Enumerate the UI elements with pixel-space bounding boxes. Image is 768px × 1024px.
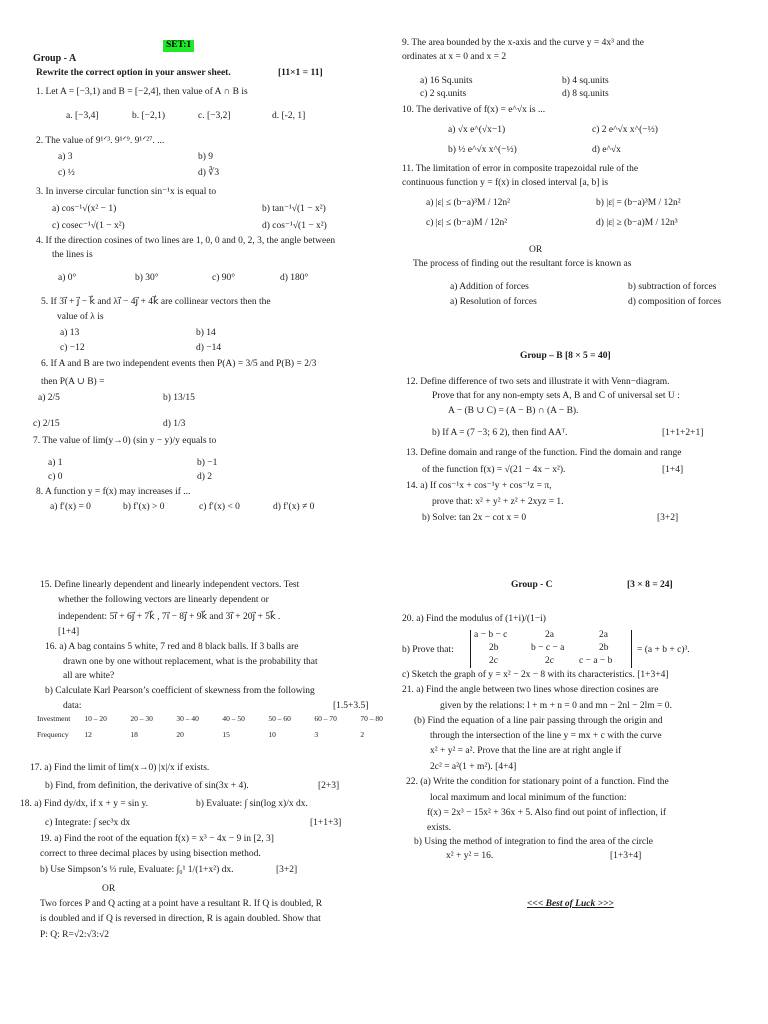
q5-text-line2: value of λ is [57, 312, 104, 322]
q22-line6: x² + y² = 16. [446, 851, 494, 861]
q19-alt-line3: P: Q: R=√2:√3:√2 [40, 930, 110, 940]
q2-option-d: d) ∛3 [198, 168, 220, 178]
q11-alt-option-a: a) Addition of forces [450, 282, 529, 292]
q4-option-b: b) 30° [135, 273, 159, 283]
table-cell: 12 [84, 730, 92, 740]
q15-marks: [1+4] [58, 627, 80, 637]
q3-option-a: a) cos⁻¹√(x² − 1) [52, 204, 117, 214]
q1-option-d: d. [-2, 1] [272, 111, 306, 121]
group-c-marks: [3 × 8 = 24] [627, 580, 673, 590]
q11-option-b: b) |ε| = (b−a)³M / 12n² [596, 198, 681, 208]
q7-option-c: c) 0 [48, 472, 63, 482]
q6-option-b: b) 13/15 [163, 393, 195, 403]
q21-line6: 2c² = a²(1 + m²). [4+4] [430, 762, 517, 772]
q11-text-line1: 11. The limitation of error in composite trapezoidal rule of the [402, 164, 639, 174]
q3-option-b: b) tan⁻¹√(1 − x²) [262, 204, 326, 214]
closing-text: <<< Best of Luck >>> [527, 899, 614, 909]
det-cell: 2a [545, 630, 554, 640]
q7-option-d: d) 2 [197, 472, 213, 482]
q1-option-a: a. [−3,4] [66, 111, 99, 121]
q15-line1: 15. Define linearly dependent and linearly independent vectors. Test [40, 580, 300, 590]
q2-option-a: a) 3 [58, 152, 73, 162]
q17-marks: [2+3] [318, 781, 340, 791]
table-cell: 2 [360, 730, 365, 740]
determinant-matrix [470, 630, 632, 668]
q21-line1: 21. a) Find the angle between two lines whose direction cosines are [402, 685, 659, 695]
q9-option-b: b) 4 sq.units [562, 76, 609, 86]
q17-line2: b) Find, from definition, the derivative of sin(3x + 4). [45, 781, 249, 791]
q10-option-d: d) e^√x [592, 145, 621, 155]
q5-option-d: d) −14 [196, 343, 222, 353]
q14-line1: 14. a) If cos⁻¹x + cos⁻¹y + cos⁻¹z = π, [406, 481, 552, 491]
table-cell: 30 – 40 [176, 714, 199, 723]
q21-line5: x² + y² = a². Prove that the line are at right angle if [430, 746, 622, 756]
q20-line2-result: = (a + b + c)³. [637, 645, 690, 655]
q18-line3: c) Integrate: ∫ sec³x dx [45, 818, 131, 828]
q9-option-c: c) 2 sq.units [420, 89, 467, 99]
table-cell: 15 [222, 730, 230, 740]
q4-text-line1: 4. If the direction cosines of two lines are 1, 0, 0 and 0, 2, 3, the angle between [36, 236, 336, 246]
det-cell: 2b [489, 643, 499, 653]
q8-text: 8. A function y = f(x) may increases if ... [36, 487, 191, 497]
q6-text-line2: then P(A ∪ B) = [41, 377, 105, 387]
table-cell: 3 [314, 730, 319, 740]
q22-line2: local maximum and local minimum of the function: [430, 793, 627, 803]
q10-option-c: c) 2 e^√x x^(−½) [592, 125, 658, 135]
q6-text-line1: 6. If A and B are two independent events then P(A) = 3/5 and P(B) = 2/3 [41, 359, 317, 369]
table-cell: 40 – 50 [222, 714, 245, 723]
q5-text-line1: 5. If 3i⃗ + j⃗ − k⃗ and λi⃗ − 4j⃗ + 4k⃗ are collinear vectors then the [41, 297, 271, 307]
q6-option-a: a) 2/5 [38, 393, 60, 403]
table-row [37, 725, 406, 741]
q13-line2: of the function f(x) = √(21 − 4x − x²). [422, 465, 566, 475]
q5-option-b: b) 14 [196, 328, 216, 338]
q21-line3: (b) Find the equation of a line pair passing through the origin and [414, 716, 663, 726]
q16-line5: data: [63, 701, 82, 711]
q19-or-label: OR [102, 884, 116, 894]
q3-option-c: c) cosec⁻¹√(1 − x²) [52, 221, 125, 231]
table-cell: 18 [130, 730, 138, 740]
q17-line1: 17. a) Find the limit of lim(x→0) |x|/x if exists. [30, 763, 210, 773]
q9-text-line1: 9. The area bounded by the x-axis and the curve y = 4x³ and the [402, 38, 645, 48]
q11-alt-option-d: d) composition of forces [628, 297, 722, 307]
q12-line3: A − (B ∪ C) = (A − B) ∩ (A − B). [448, 406, 579, 416]
q19-marks: [3+2] [276, 865, 298, 875]
q1-option-b: b. [−2,1) [132, 111, 166, 121]
q5-option-a: a) 13 [60, 328, 80, 338]
table-cell: Frequency [37, 730, 69, 740]
table-cell: 60 – 70 [314, 714, 337, 723]
q10-option-a: a) √x e^(√x−1) [448, 125, 506, 135]
q8-option-c: c) f′(x) < 0 [199, 502, 240, 512]
q8-option-d: d) f′(x) ≠ 0 [273, 502, 315, 512]
det-cell: 2a [599, 630, 608, 640]
q16-line3: all are white? [63, 671, 115, 681]
q10-option-b: b) ½ e^√x x^(−½) [448, 145, 517, 155]
skewness-data-table [37, 714, 406, 742]
det-cell: 2c [545, 656, 554, 666]
q15-line3: independent: 5i⃗ + 6j⃗ + 7k⃗ , 7i⃗ − 8j⃗ + 9k⃗ and 3i⃗ + 20j⃗ + 5k⃗ . [58, 612, 281, 622]
set-label: SET:1 [163, 40, 194, 52]
q11-option-a: a) |ε| ≤ (b−a)³M / 12n² [426, 198, 510, 208]
q5-option-c: c) −12 [60, 343, 85, 353]
group-a-marks: [11×1 = 11] [278, 68, 323, 78]
q12-marks: [1+1+2+1] [662, 428, 704, 438]
q11-alt-option-b: b) subtraction of forces [628, 282, 717, 292]
q15-line2: whether the following vectors are linearly dependent or [58, 595, 269, 605]
q22-line3: f(x) = 2x³ − 15x² + 36x + 5. Also find out point of inflection, if [427, 808, 667, 818]
q16-line2: drawn one by one without replacement, what is the probability that [63, 657, 318, 667]
q4-option-a: a) 0° [58, 273, 77, 283]
q11-alt-text: The process of finding out the resultant force is known as [413, 259, 632, 269]
group-b-title: Group – B [8 × 5 = 40] [520, 351, 611, 361]
q14-line2: prove that: x² + y² + z² + 2xyz = 1. [432, 497, 564, 507]
q22-line1: 22. (a) Write the condition for stationary point of a function. Find the [406, 777, 669, 787]
q7-text: 7. The value of lim(y→0) (sin y − y)/y equals to [33, 436, 217, 446]
q20-line3: c) Sketch the graph of y = x² − 2x − 8 with its characteristics. [1+3+4] [402, 670, 669, 680]
q16-marks: [1.5+3.5] [333, 701, 369, 711]
q20-line1: 20. a) Find the modulus of (1+i)/(1−i) [402, 614, 546, 624]
q7-option-b: b) −1 [197, 458, 218, 468]
q7-option-a: a) 1 [48, 458, 63, 468]
q19-alt-line2: is doubled and if Q is reversed in direction, R is again doubled. Show that [40, 914, 321, 924]
table-cell: 10 [268, 730, 276, 740]
q16-line1: 16. a) A bag contains 5 white, 7 red and 8 black balls. If 3 balls are [45, 642, 299, 652]
q20-line2: b) Prove that: [402, 645, 454, 655]
table-row [37, 714, 406, 725]
det-cell: 2c [489, 656, 498, 666]
q9-text-line2: ordinates at x = 0 and x = 2 [402, 52, 507, 62]
group-c-title: Group - C [511, 580, 553, 590]
table-cell: 20 [176, 730, 184, 740]
q21-line2: given by the relations: l + m + n = 0 and mn − 2nl − 2lm = 0. [440, 701, 672, 711]
table-cell: 10 – 20 [84, 714, 107, 723]
group-a-instruction: Rewrite the correct option in your answer sheet. [36, 68, 231, 78]
q11-option-c: c) |ε| ≤ (b−a)M / 12n² [426, 218, 508, 228]
q6-option-d: d) 1/3 [163, 419, 186, 429]
group-a-title: Group - A [33, 53, 77, 64]
q3-text: 3. In inverse circular function sin⁻¹x is equal to [36, 187, 217, 197]
q12-line1: 12. Define difference of two sets and illustrate it with Venn−diagram. [406, 377, 670, 387]
q11-alt-option-c: a) Resolution of forces [450, 297, 537, 307]
q19-line2: correct to three decimal places by using bisection method. [40, 849, 261, 859]
q13-marks: [1+4] [662, 465, 684, 475]
q6-option-c: c) 2/15 [33, 419, 60, 429]
q9-option-a: a) 16 Sq.units [420, 76, 473, 86]
q12-line2: Prove that for any non-empty sets A, B and C of universal set U : [432, 391, 680, 401]
det-cell: c − a − b [579, 656, 613, 666]
table-cell: Investment [37, 714, 71, 723]
q12-line4: b) If A = (7 −3; 6 2), then find AAᵀ. [432, 428, 568, 438]
det-cell: 2b [599, 643, 609, 653]
q4-option-d: d) 180° [280, 273, 309, 283]
q22-line4: exists. [427, 823, 452, 833]
q16-line4: b) Calculate Karl Pearson’s coefficient of skewness from the following [45, 686, 315, 696]
q10-text: 10. The derivative of f(x) = e^√x is ... [402, 105, 546, 115]
q4-option-c: c) 90° [212, 273, 236, 283]
q22-marks: [1+3+4] [610, 851, 642, 861]
q2-option-b: b) 9 [198, 152, 214, 162]
det-cell: a − b − c [474, 630, 508, 640]
table-cell: 50 – 60 [268, 714, 291, 723]
table-cell: 20 – 30 [130, 714, 153, 723]
q14-marks: [3+2] [657, 513, 679, 523]
q1-text: 1. Let A = [−3,1) and B = [−2,4], then value of A ∩ B is [36, 87, 248, 97]
q18-line1: 18. a) Find dy/dx, if x + y = sin y. [20, 799, 149, 809]
table-cell: 70 – 80 [360, 714, 383, 723]
q18-marks: [1+1+3] [310, 818, 342, 828]
q14-line3: b) Solve: tan 2x − cot x = 0 [422, 513, 527, 523]
q1-option-c: c. [−3,2] [198, 111, 231, 121]
q21-line4: through the intersection of the line y = mx + c with the curve [430, 731, 662, 741]
q11-or-label: OR [529, 245, 543, 255]
q13-line1: 13. Define domain and range of the function. Find the domain and range [406, 448, 682, 458]
q11-text-line2: continuous function y = f(x) in closed interval [a, b] is [402, 178, 609, 188]
q19-line3: b) Use Simpson’s ⅓ rule, Evaluate: ∫₀¹ 1/(1+x²) dx. [40, 865, 234, 875]
q11-option-d: d) |ε| ≥ (b−a)M / 12n³ [596, 218, 678, 228]
det-cell: b − c − a [531, 643, 565, 653]
q3-option-d: d) cos⁻¹√(1 − x²) [262, 221, 327, 231]
q4-text-line2: the lines is [52, 250, 93, 260]
q8-option-b: b) f′(x) > 0 [123, 502, 165, 512]
q2-text: 2. The value of 9¹ᐟ³. 9¹ᐟ⁹. 9¹ᐟ²⁷. ... [36, 136, 165, 146]
q19-line1: 19. a) Find the root of the equation f(x) = x³ − 4x − 9 in [2, 3] [40, 834, 274, 844]
q18-line2: b) Evaluate: ∫ sin(log x)/x dx. [196, 799, 308, 809]
q8-option-a: a) f′(x) = 0 [50, 502, 91, 512]
q19-alt-line1: Two forces P and Q acting at a point have a resultant R. If Q is doubled, R [40, 899, 323, 909]
q9-option-d: d) 8 sq.units [562, 89, 609, 99]
q2-option-c: c) ½ [58, 168, 75, 178]
q22-line5: b) Using the method of integration to find the area of the circle [414, 837, 654, 847]
